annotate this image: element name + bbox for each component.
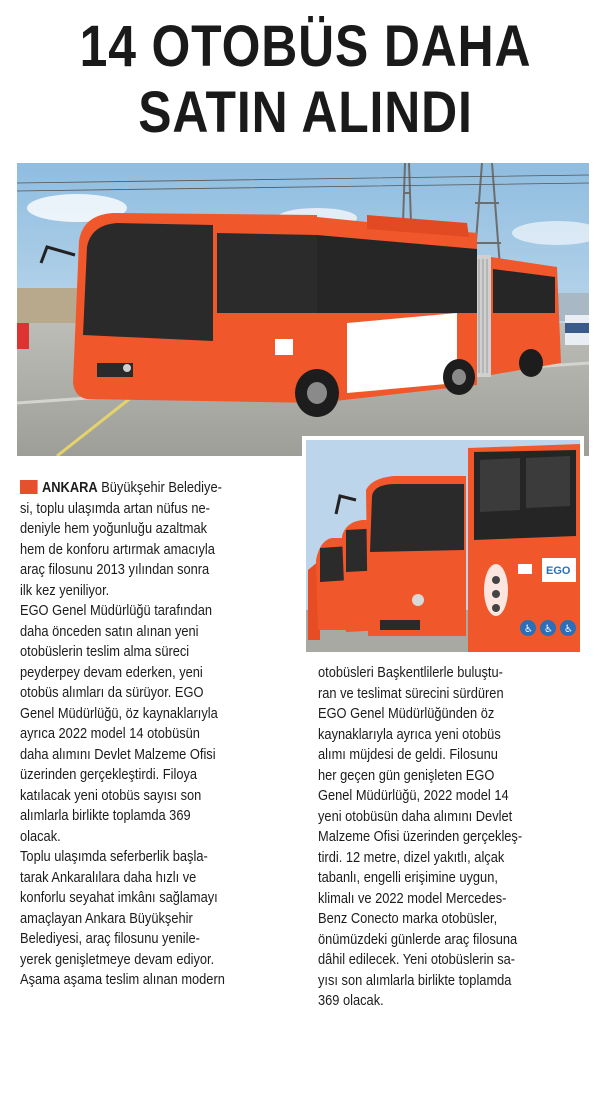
article-line: katılacak yeni otobüs sayısı son <box>20 787 202 804</box>
headline <box>43 14 568 146</box>
person-icon: ♿ <box>544 624 553 635</box>
article-line: Genel Müdürlüğü, 2022 model 14 <box>318 788 509 804</box>
section-marker-icon <box>20 480 38 494</box>
article-line: EGO Genel Müdürlüğünden öz <box>318 706 495 722</box>
article-line: alımı müjdesi de geldi. Filosunu <box>318 747 498 763</box>
article-line: konforlu seyahat imkânı sağlamayı <box>20 890 218 906</box>
stroller-icon: ♿ <box>524 624 533 635</box>
wheelchair-icon: ♿ <box>564 624 573 635</box>
article-line: Aşama aşama teslim alınan modern <box>20 972 225 988</box>
article-line: her geçen gün genişleten EGO <box>318 767 495 784</box>
article-line: yeni otobüsün daha alımını Devlet <box>318 808 513 825</box>
article-line: tarak Ankaralılara daha hızlı ve <box>20 869 197 886</box>
article-line: hem de konforu artırmak amacıyla <box>20 541 215 558</box>
article-line: peyderpey devam ederken, yeni <box>20 664 203 681</box>
article-line: Belediyesi, araç filosunu yenile- <box>20 931 200 947</box>
article-line <box>20 478 284 499</box>
article-line: otobüslerin teslim alma süreci <box>20 644 190 660</box>
article-line: kaynaklarıyla ayrıca yeni otobüs <box>318 726 501 743</box>
inset-ego-logo: EGO <box>546 565 571 577</box>
article-line: araç filosunu 2013 yılından sonra <box>20 562 210 578</box>
main-photo-articulated-bus <box>17 163 589 456</box>
article-line: yerek genişletmeye devam ediyor. <box>20 951 215 968</box>
dateline: ANKARA <box>42 480 98 496</box>
article-line: ayrıca 2022 model 14 otobüsün <box>20 726 200 742</box>
article-line: Toplu ulaşımda seferberlik başla- <box>20 849 208 865</box>
headline-line-2: SATIN ALINDI <box>138 80 473 145</box>
article-line: ran ve teslimat sürecini sürdüren <box>318 685 504 702</box>
article-line: tabanlı, engelli erişimine uygun, <box>318 870 498 886</box>
article-line: otobüs alımları da sürüyor. EGO <box>20 685 204 701</box>
headline-line-1: 14 OTOBÜS DAHA <box>79 14 532 79</box>
article-line: Genel Müdürlüğü, öz kaynaklarıyla <box>20 705 218 722</box>
inset-photo-bus-row <box>302 436 584 656</box>
article-line: amaçlayan Ankara Büyükşehir <box>20 910 193 927</box>
article-line: olacak. <box>20 828 61 845</box>
article-line: 369 olacak. <box>318 993 384 1009</box>
article-line: ilk kez yeniliyor. <box>20 582 110 599</box>
article-line-text: Büyükşehir Belediye- <box>97 480 222 496</box>
article-line: alımlarla birlikte toplamda 369 <box>20 808 191 824</box>
article-line: EGO Genel Müdürlüğü tarafından <box>20 603 213 619</box>
article-line: Malzeme Ofisi üzerinden gerçekleş- <box>318 829 523 845</box>
bus-row-illustration <box>306 440 580 652</box>
article-line: daha alımını Devlet Malzeme Ofisi <box>20 746 216 763</box>
article-line: otobüsleri Başkentlilerle buluştu- <box>318 665 503 681</box>
article-line: yısı son alımlarla birlikte toplamda <box>318 972 512 989</box>
article-column-2 <box>318 663 582 1012</box>
article-line: deniyle hem yoğunluğu azaltmak <box>20 521 208 537</box>
article-line: Benz Conecto marka otobüsler, <box>318 911 498 927</box>
article-line: dâhil edilecek. Yeni otobüslerin sa- <box>318 952 516 968</box>
article-line: tirdi. 12 metre, dizel yakıtlı, alçak <box>318 849 505 866</box>
article-line: si, toplu ulaşımda artan nüfus ne- <box>20 500 210 517</box>
article-column-1 <box>20 478 284 991</box>
article-line: üzerinden gerçekleştirdi. Filoya <box>20 767 198 783</box>
article-line: önümüzdeki günlerde araç filosuna <box>318 931 518 948</box>
article-line: klimalı ve 2022 model Mercedes- <box>318 890 507 907</box>
articulated-bus-illustration <box>17 163 589 456</box>
article-line: daha önceden satın alınan yeni <box>20 623 199 640</box>
